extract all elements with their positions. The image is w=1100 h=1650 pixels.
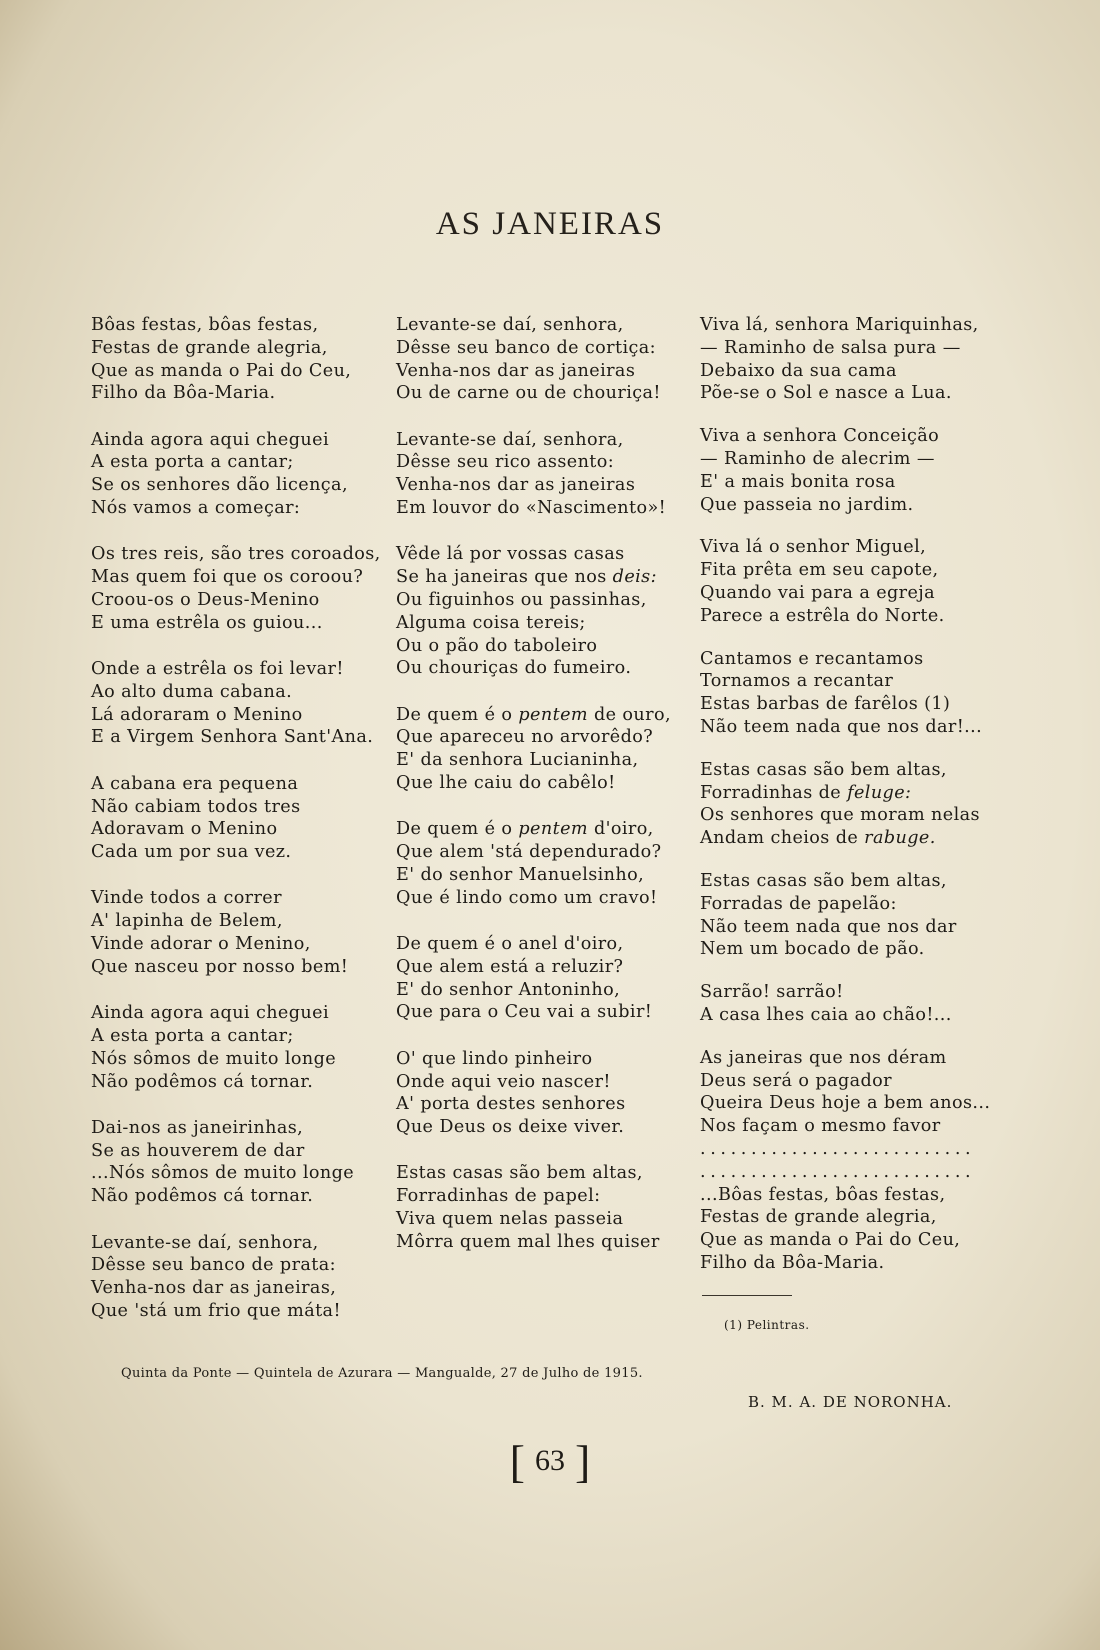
bracket-close: ] — [575, 1436, 591, 1487]
verse-line: Não podêmos cá tornar. — [91, 1186, 314, 1207]
page-number-value: 63 — [535, 1444, 565, 1477]
verse-line: Alguma coisa tereis; — [396, 612, 586, 633]
stanza — [700, 981, 1000, 1027]
ellipsis-line: ........................... — [700, 1161, 976, 1182]
verse-line: Venha-nos dar as janeiras — [396, 475, 636, 496]
stanza — [700, 314, 1000, 405]
verse-line: Sarrão! sarrão! — [700, 982, 844, 1003]
stanza — [700, 1184, 1000, 1275]
verse-line: Que Deus os deixe viver. — [396, 1117, 625, 1138]
verse-line: Ou o pão do taboleiro — [396, 635, 598, 656]
verse-line: Que lhe caiu do cabêlo! — [396, 773, 616, 794]
verse-line: Festas de grande alegria, — [91, 337, 328, 358]
stanza — [700, 536, 1000, 627]
stanza — [700, 425, 1000, 516]
verse-line: Levante-se daí, senhora, — [396, 429, 624, 450]
page-title: AS JANEIRAS — [435, 206, 665, 242]
verse-line: De quem é o anel d'oiro, — [396, 934, 624, 955]
verse-line: Tornamos a recantar — [700, 671, 894, 692]
verse-line: Viva lá, senhora Mariquinhas, — [700, 315, 979, 335]
verse-line: Vinde adorar o Menino, — [91, 934, 311, 955]
stanza — [91, 887, 376, 978]
verse-line: — Raminho de salsa pura — — [700, 337, 961, 358]
verse-line: Que 'stá um frio que máta! — [91, 1300, 341, 1321]
footnote: (1) Pelintras. — [724, 1317, 810, 1332]
verse-line: Filho da Bôa-Maria. — [91, 383, 276, 404]
verse-line: Não cabiam todos tres — [91, 796, 301, 817]
verse-line: ...Nós sômos de muito longe — [91, 1163, 355, 1184]
verse-line: Fita prêta em seu capote, — [700, 560, 939, 581]
verse-line: Se os senhores dão licença, — [91, 475, 348, 496]
verse-line: Que passeia no jardim. — [700, 494, 914, 515]
verse-line: A cabana era pequena — [91, 773, 299, 794]
verse-line: Que é lindo como um cravo! — [396, 887, 658, 908]
verse-line: Levante-se daí, senhora, — [91, 1232, 319, 1253]
verse-line: Lá adoraram o Menino — [91, 704, 303, 725]
stanza — [91, 1232, 376, 1323]
verse-line: Dai-nos as janeirinhas, — [91, 1117, 304, 1138]
verse-line: O' que lindo pinheiro — [396, 1048, 593, 1069]
verse-line: A casa lhes caia ao chão!... — [700, 1004, 952, 1025]
verse-line: Ou de carne ou de chouriça! — [396, 383, 661, 404]
verse-line: Onde a estrêla os foi levar! — [91, 659, 344, 680]
verse-line: Queira Deus hoje a bem anos... — [700, 1093, 991, 1114]
verse-line: A' lapinha de Belem, — [91, 911, 283, 932]
verse-line: Mas quem foi que os coroou? — [91, 567, 364, 588]
verse-line: Que apareceu no arvorêdo? — [396, 727, 654, 748]
verse-line: Estas casas são bem altas, — [700, 870, 947, 891]
verse-line: Filho da Bôa-Maria. — [700, 1252, 885, 1273]
verse-line: Viva a senhora Conceição — [700, 426, 940, 447]
stanza — [396, 933, 668, 1024]
poem-column-1 — [91, 314, 381, 1346]
stanza — [396, 543, 668, 680]
verse-line: Festas de grande alegria, — [700, 1207, 937, 1228]
ellipsis-line: ........................... — [700, 1138, 976, 1159]
verse-line: Bôas festas, bôas festas, — [91, 315, 319, 335]
verse-line: Forradinhas de feluge: — [700, 782, 912, 803]
stanza — [91, 314, 376, 405]
verse-line: Não teem nada que nos dar — [700, 916, 957, 937]
verse-line: E' do senhor Manuelsinho, — [396, 864, 645, 885]
verse-line: A' porta destes senhores — [396, 1094, 626, 1115]
verse-line: A esta porta a cantar; — [91, 452, 294, 473]
stanza — [396, 429, 668, 520]
verse-line: Ainda agora aqui cheguei — [91, 429, 329, 450]
verse-line: Se ha janeiras que nos deis: — [396, 567, 657, 588]
verse-line: Debaixo da sua cama — [700, 360, 897, 381]
verse-line: Quando vai para a egreja — [700, 582, 936, 603]
verse-line: — Raminho de alecrim — — [700, 448, 935, 469]
verse-line: E' a mais bonita rosa — [700, 471, 896, 492]
verse-line: Ainda agora aqui cheguei — [91, 1003, 329, 1024]
stanza — [91, 1002, 376, 1093]
verse-line: Deus será o pagador — [700, 1070, 892, 1091]
verse-line: Em louvor do «Nascimento»! — [396, 498, 667, 519]
verse-line: Que as manda o Pai do Ceu, — [91, 360, 352, 381]
verse-line: Cantamos e recantamos — [700, 648, 924, 669]
verse-line: Forradinhas de papel: — [396, 1186, 601, 1207]
verse-line: De quem é o pentem de ouro, — [396, 704, 671, 725]
stanza — [91, 1117, 376, 1208]
verse-line: Môrra quem mal lhes quiser — [396, 1231, 660, 1252]
verse-line: Que nasceu por nosso bem! — [91, 956, 349, 977]
verse-line: Vinde todos a correr — [91, 888, 282, 909]
verse-line: Que alem está a reluzir? — [396, 956, 624, 977]
bracket-open: [ — [509, 1436, 525, 1487]
verse-line: As janeiras que nos déram — [700, 1047, 947, 1068]
poem-column-3 — [700, 314, 1000, 1336]
verse-line: Vêde lá por vossas casas — [396, 544, 625, 565]
footnote-rule — [702, 1295, 792, 1296]
verse-line: Levante-se daí, senhora, — [396, 315, 624, 335]
verse-line: Estas barbas de farêlos (1) — [700, 694, 951, 715]
verse-line: Que alem 'stá dependurado? — [396, 842, 662, 863]
place-date-line: Quinta da Ponte — Quintela de Azurara — Mangualde, 27 de Julho de 1915. — [121, 1366, 643, 1381]
verse-line: Nem um bocado de pão. — [700, 939, 925, 960]
verse-line: Nós sômos de muito longe — [91, 1048, 337, 1069]
verse-line: Croou-os o Deus-Menino — [91, 589, 320, 610]
verse-line: Não teem nada que nos dar!... — [700, 716, 983, 737]
verse-line: Nos façam o mesmo favor — [700, 1116, 941, 1137]
verse-line: E' da senhora Lucianinha, — [396, 750, 639, 771]
stanza — [396, 818, 668, 909]
verse-line: Adoravam o Menino — [91, 819, 278, 840]
verse-line: Dêsse seu banco de prata: — [91, 1255, 336, 1276]
stanza — [91, 429, 376, 520]
stanza — [700, 759, 1000, 850]
verse-line: De quem é o pentem d'oiro, — [396, 819, 654, 840]
stanza — [396, 704, 671, 795]
stanza — [91, 773, 376, 864]
verse-line: Os tres reis, são tres coroados, — [91, 544, 381, 565]
verse-line: Viva quem nelas passeia — [396, 1209, 624, 1229]
verse-line: Os senhores que moram nelas — [700, 805, 980, 826]
verse-line: Põe-se o Sol e nasce a Lua. — [700, 383, 952, 404]
verse-line: ...Bôas festas, bôas festas, — [700, 1184, 946, 1205]
stanza — [91, 658, 376, 749]
verse-line: Andam cheios de rabuge. — [700, 828, 936, 849]
stanza — [396, 1162, 668, 1253]
verse-line: Venha-nos dar as janeiras, — [91, 1278, 337, 1299]
verse-line: Se as houverem de dar — [91, 1140, 305, 1161]
verse-line: Ao alto duma cabana. — [91, 681, 293, 702]
poem-column-2 — [396, 314, 671, 1277]
verse-line: Forradas de papelão: — [700, 893, 897, 914]
verse-line: Parece a estrêla do Norte. — [700, 605, 945, 626]
page-number — [0, 1428, 1100, 1487]
verse-line: A esta porta a cantar; — [91, 1025, 294, 1046]
stanza — [91, 543, 381, 634]
verse-line: Cada um por sua vez. — [91, 842, 292, 863]
verse-line: E a Virgem Senhora Sant'Ana. — [91, 727, 374, 748]
verse-line: Dêsse seu rico assento: — [396, 452, 615, 473]
verse-line: E' do senhor Antoninho, — [396, 979, 621, 1000]
author-signature: B. M. A. DE NORONHA. — [748, 1393, 953, 1411]
verse-line: Ou chouriças do fumeiro. — [396, 658, 632, 679]
verse-line: Onde aqui veio nascer! — [396, 1071, 611, 1092]
stanza — [700, 870, 1000, 961]
verse-line: Que as manda o Pai do Ceu, — [700, 1230, 961, 1251]
verse-line: Viva lá o senhor Miguel, — [700, 537, 927, 558]
stanza — [700, 648, 1000, 739]
verse-line: Dêsse seu banco de cortiça: — [396, 337, 656, 358]
verse-line: Que para o Ceu vai a subir! — [396, 1002, 653, 1023]
verse-line: Não podêmos cá tornar. — [91, 1071, 314, 1092]
verse-line: Venha-nos dar as janeiras — [396, 360, 636, 381]
verse-line: E uma estrêla os guiou... — [91, 612, 323, 633]
verse-line: Estas casas são bem altas, — [700, 759, 947, 780]
verse-line: Ou figuinhos ou passinhas, — [396, 589, 647, 610]
stanza — [396, 314, 668, 405]
verse-line: Estas casas são bem altas, — [396, 1163, 643, 1184]
verse-line: Nós vamos a começar: — [91, 498, 301, 519]
stanza — [396, 1048, 668, 1139]
stanza — [700, 1047, 1000, 1138]
